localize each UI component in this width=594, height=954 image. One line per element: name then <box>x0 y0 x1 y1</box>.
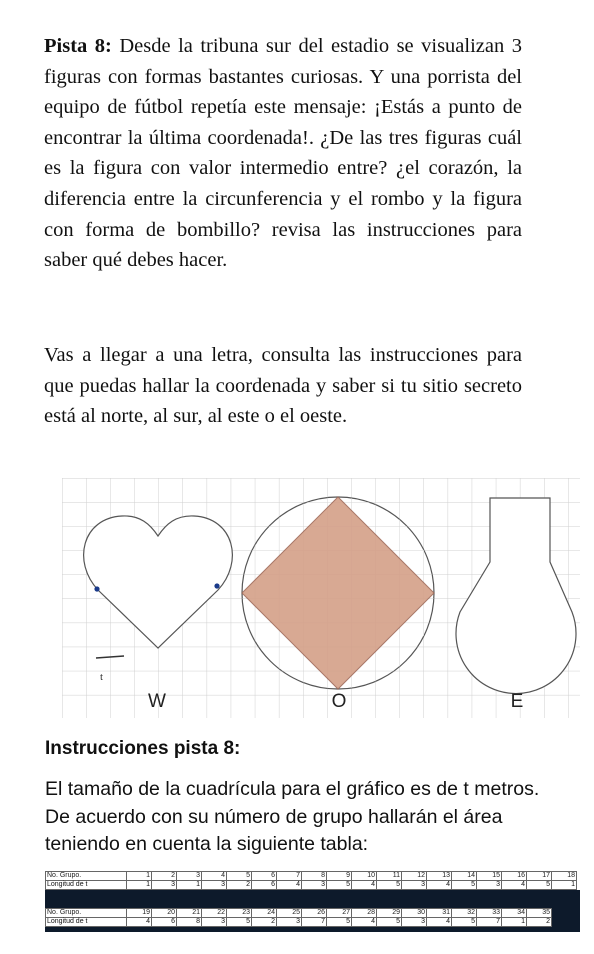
group-number-cell: 9 <box>327 872 352 881</box>
group-table-2 <box>45 908 552 927</box>
table-label: No. Grupo. <box>46 909 127 918</box>
group-number-cell: 11 <box>377 872 402 881</box>
length-cell: 1 <box>177 881 202 890</box>
length-cell: 3 <box>202 881 227 890</box>
length-cell: 2 <box>252 918 277 927</box>
group-number-cell: 10 <box>352 872 377 881</box>
length-cell: 4 <box>427 918 452 927</box>
length-cell: 3 <box>477 881 502 890</box>
group-number-cell: 23 <box>227 909 252 918</box>
group-number-cell: 20 <box>152 909 177 918</box>
group-number-cell: 4 <box>202 872 227 881</box>
table-row <box>46 918 552 927</box>
length-cell: 3 <box>302 881 327 890</box>
group-number-cell: 30 <box>402 909 427 918</box>
group-number-cell: 17 <box>527 872 552 881</box>
length-cell: 4 <box>127 918 152 927</box>
group-number-cell: 14 <box>452 872 477 881</box>
hint-title: Pista 8: <box>44 35 112 57</box>
unit-label: t <box>100 671 104 683</box>
group-number-cell: 28 <box>352 909 377 918</box>
table-row <box>46 872 577 881</box>
group-number-cell: 22 <box>202 909 227 918</box>
length-cell: 4 <box>352 918 377 927</box>
shapes-figure <box>62 478 580 718</box>
group-number-cell: 35 <box>527 909 552 918</box>
group-number-cell: 13 <box>427 872 452 881</box>
group-number-cell: 25 <box>277 909 302 918</box>
length-cell: 5 <box>377 881 402 890</box>
length-cell: 2 <box>227 881 252 890</box>
letter-w: W <box>148 691 166 712</box>
letter-o: O <box>331 691 347 712</box>
length-cell: 3 <box>402 918 427 927</box>
table-label: Longitud de t <box>46 881 127 890</box>
hint-body: Desde la tribuna sur del estadio se visualizan 3 figuras con formas bastantes curiosas. Y una porrista del equipo de fútbol repetía este mensaje: ¡Estás a punto de encontrar la última coordenada!. ¿De las tres figuras cuál es la figura con valor intermedio entre? ¿el corazón, la diferencia entre la circunferencia y el rombo y la figura con forma de bombillo? revisa las instrucciones para saber qué debes hacer. <box>44 35 522 272</box>
table-row <box>46 909 552 918</box>
table-label: Longitud de t <box>46 918 127 927</box>
length-cell: 1 <box>552 881 577 890</box>
length-cell: 3 <box>152 881 177 890</box>
letter-e: E <box>510 691 524 712</box>
group-number-cell: 3 <box>177 872 202 881</box>
group-number-cell: 7 <box>277 872 302 881</box>
table-label: No. Grupo. <box>46 872 127 881</box>
group-number-cell: 8 <box>302 872 327 881</box>
hint-paragraph <box>44 31 522 276</box>
length-cell: 5 <box>527 881 552 890</box>
length-cell: 5 <box>452 918 477 927</box>
group-number-cell: 21 <box>177 909 202 918</box>
length-cell: 1 <box>502 918 527 927</box>
group-number-cell: 32 <box>452 909 477 918</box>
group-number-cell: 24 <box>252 909 277 918</box>
table-row <box>46 881 577 890</box>
length-cell: 3 <box>202 918 227 927</box>
length-cell: 4 <box>502 881 527 890</box>
length-cell: 6 <box>252 881 277 890</box>
group-number-cell: 26 <box>302 909 327 918</box>
length-cell: 5 <box>327 918 352 927</box>
group-number-cell: 18 <box>552 872 577 881</box>
group-number-cell: 31 <box>427 909 452 918</box>
group-number-cell: 27 <box>327 909 352 918</box>
group-number-cell: 33 <box>477 909 502 918</box>
heart-left-dot <box>94 586 99 591</box>
length-cell: 2 <box>527 918 552 927</box>
group-number-cell: 19 <box>127 909 152 918</box>
hint-paragraph-2: Vas a llegar a una letra, consulta las instrucciones para que puedas hallar la coordenada y saber si tu sitio secreto está al norte, al sur, al este o el oeste. <box>44 344 522 428</box>
length-cell: 5 <box>227 918 252 927</box>
instructions-body: El tamaño de la cuadrícula para el gráfico es de t metros. De acuerdo con su número de grupo hallarán el área teniendo en cuenta la siguiente tabla: <box>45 778 540 855</box>
group-number-cell: 15 <box>477 872 502 881</box>
group-number-cell: 34 <box>502 909 527 918</box>
group-number-cell: 6 <box>252 872 277 881</box>
group-number-cell: 29 <box>377 909 402 918</box>
length-cell: 6 <box>152 918 177 927</box>
length-cell: 1 <box>127 881 152 890</box>
group-number-cell: 16 <box>502 872 527 881</box>
length-cell: 4 <box>352 881 377 890</box>
length-cell: 8 <box>177 918 202 927</box>
length-cell: 7 <box>477 918 502 927</box>
length-cell: 5 <box>377 918 402 927</box>
length-cell: 3 <box>402 881 427 890</box>
heart-right-dot <box>214 583 219 588</box>
group-number-cell: 1 <box>127 872 152 881</box>
length-cell: 3 <box>277 918 302 927</box>
group-number-cell: 5 <box>227 872 252 881</box>
length-cell: 5 <box>327 881 352 890</box>
group-table-1 <box>45 871 577 890</box>
length-cell: 5 <box>452 881 477 890</box>
length-cell: 4 <box>277 881 302 890</box>
length-cell: 4 <box>427 881 452 890</box>
length-cell: 7 <box>302 918 327 927</box>
group-number-cell: 2 <box>152 872 177 881</box>
group-number-cell: 12 <box>402 872 427 881</box>
instructions-title: Instrucciones pista 8: <box>45 738 241 759</box>
